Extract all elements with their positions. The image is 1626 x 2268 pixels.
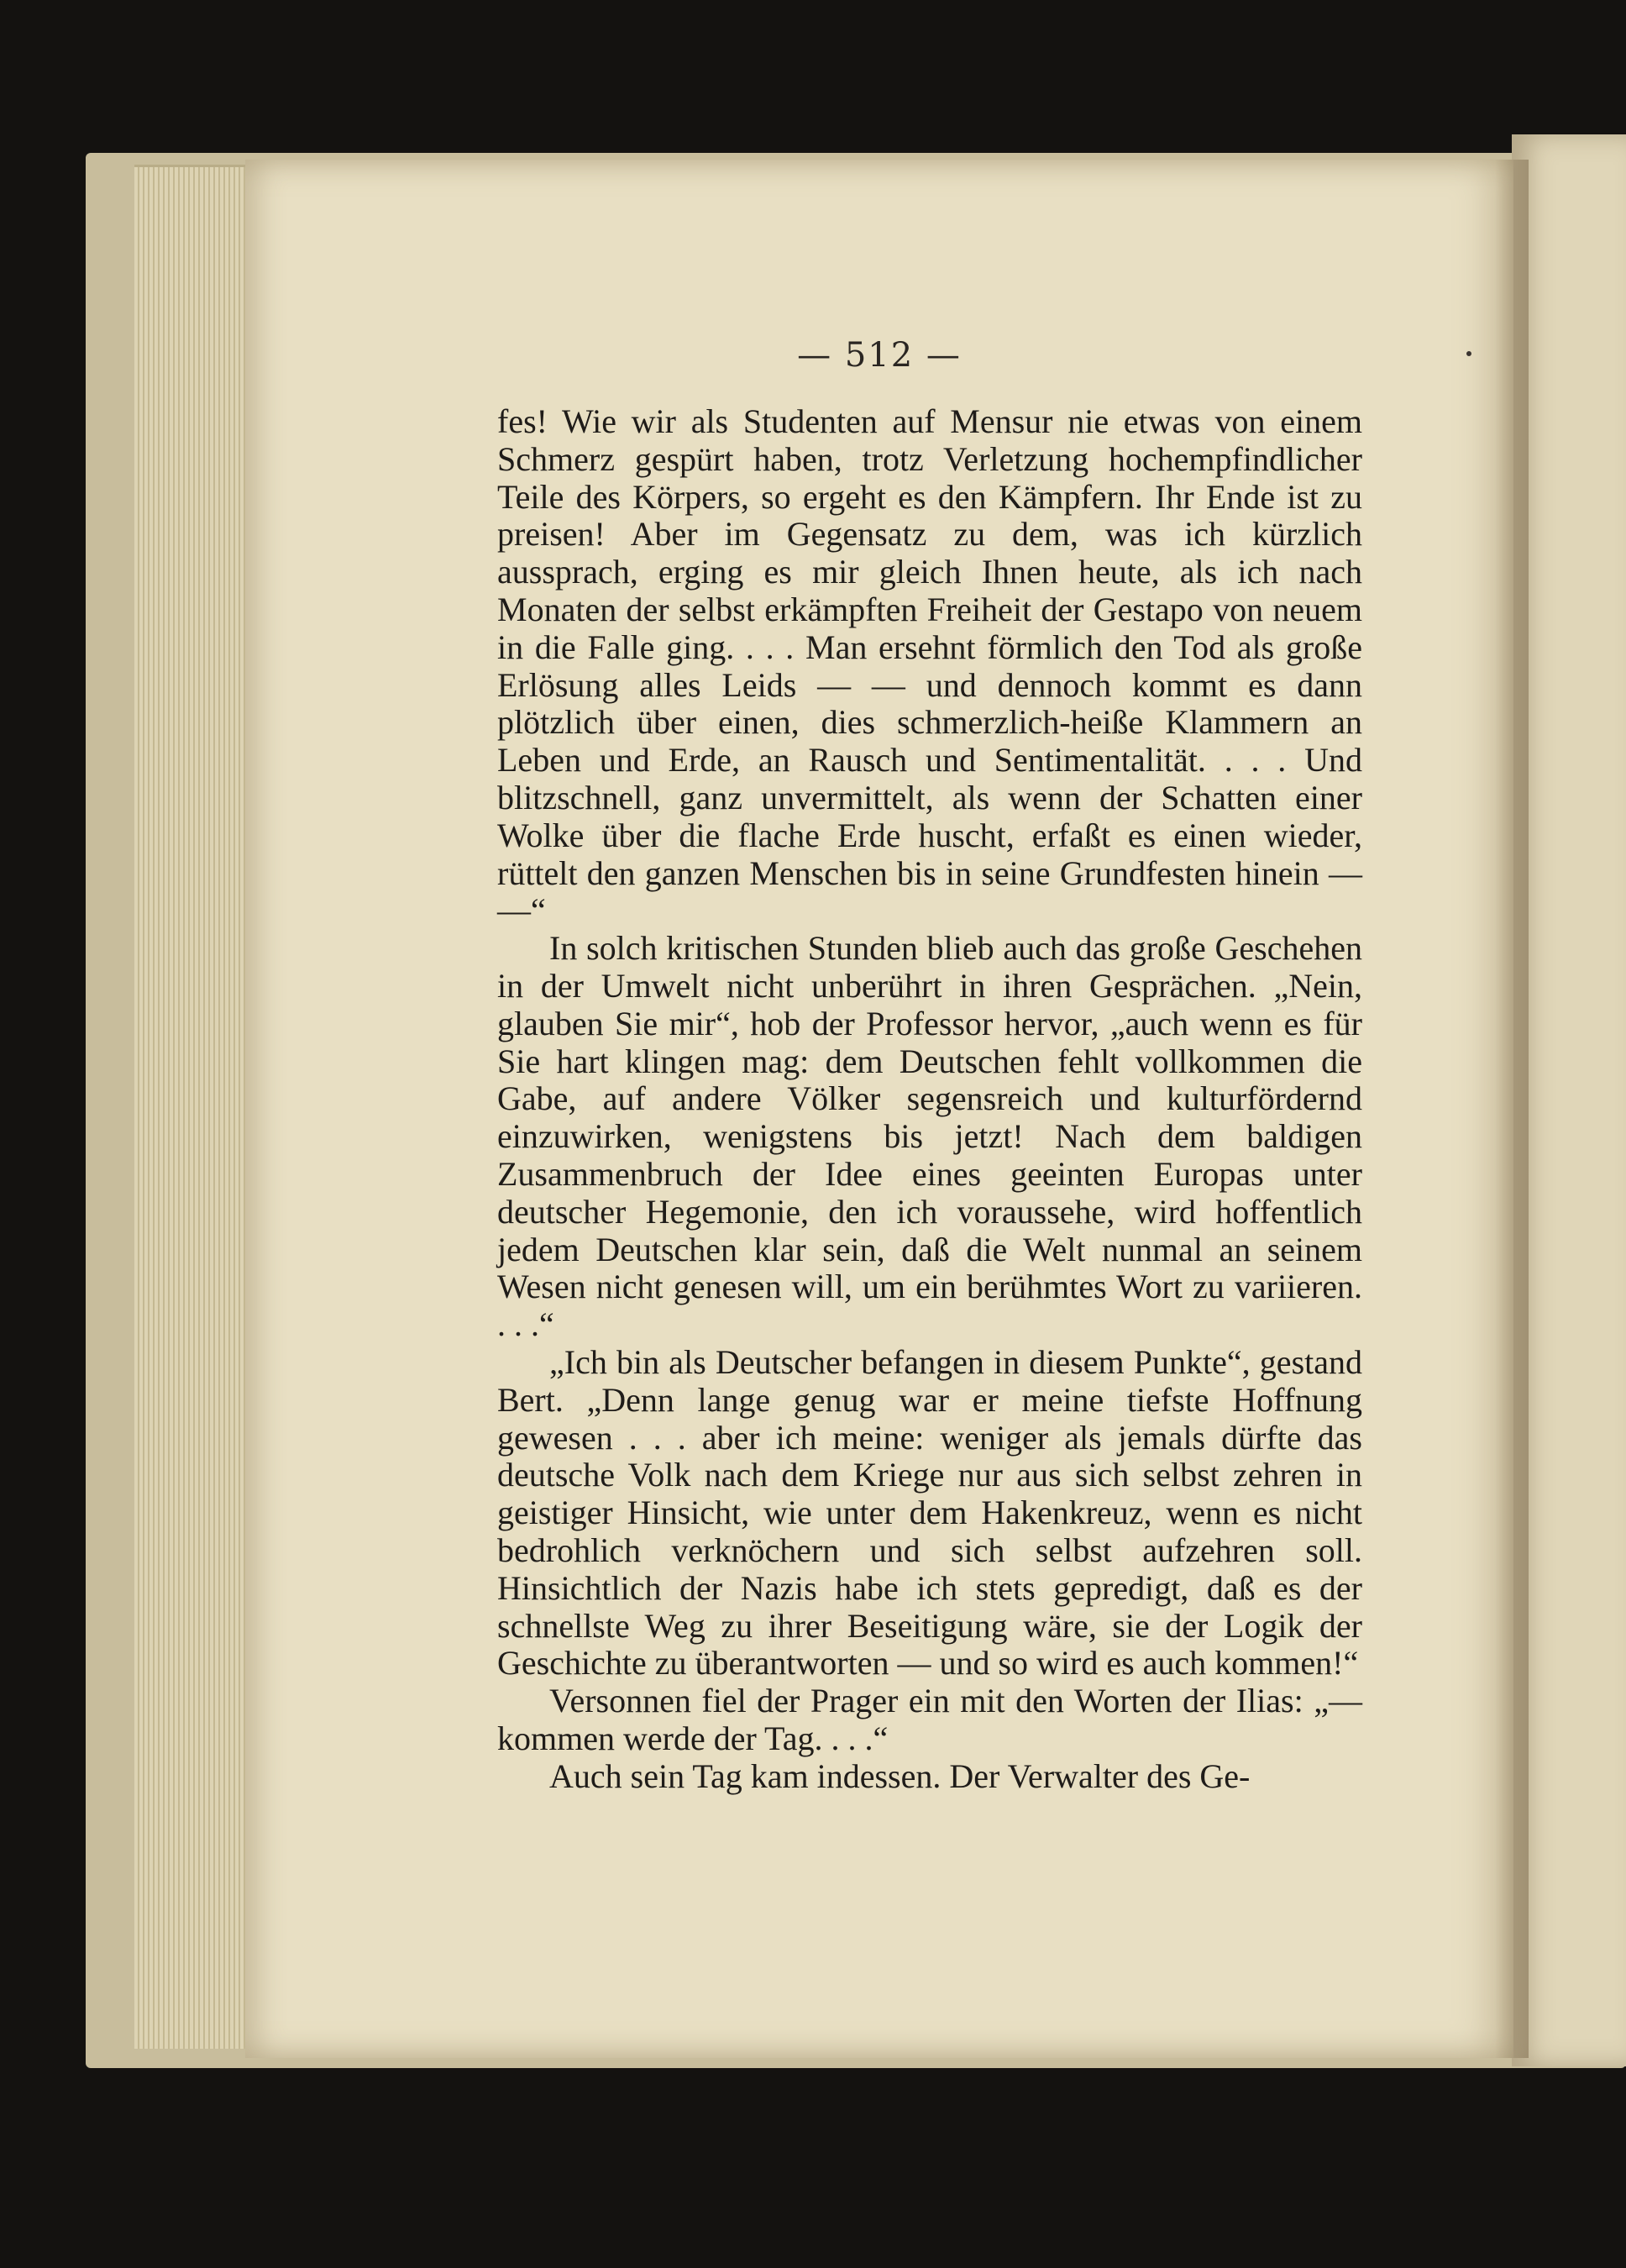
- paragraph-4: Versonnen fiel der Prager ein mit den Worten der Ilias: „— kommen werde der Tag. . . .“: [497, 1682, 1362, 1757]
- paragraph-1: fes! Wie wir als Studenten auf Mensur nie etwas von einem Schmerz gespürt haben, trotz Verletzung hochempfindlicher Teile des Körpers, so ergeht es den Kämpfern. Ihr Ende ist zu preisen! Aber im Gegensatz zu dem, was ich kürzlich aussprach, erging es mir gleich Ihnen heute, als ich nach Monaten der selbst erkämpften Freiheit der Gestapo von neuem in die Falle ging. . . . Man ersehnt förmlich den Tod als große Erlösung alles Leids — — und dennoch kommt es dann plötzlich über einen, dies schmerzlich-heiße Klammern an Leben und Erde, an Rausch und Sentimentalität. . . . Und blitzschnell, ganz unvermittelt, als wenn der Schatten einer Wolke über die flache Erde huscht, erfaßt es einen wieder, rüttelt den ganzen Menschen bis in seine Grundfesten hinein — —“: [497, 402, 1362, 930]
- page-stack-edge: [134, 165, 260, 2049]
- facing-page: [1512, 134, 1626, 2066]
- paragraph-3: „Ich bin als Deutscher befangen in diesem Punkte“, gestand Bert. „Denn lange genug war er meine tiefste Hoffnung gewesen . . . aber ich meine: weniger als jemals dürfte das deutsche Volk nach dem Kriege nur aus sich selbst zehren in geistiger Hinsicht, wie unter dem Hakenkreuz, wenn es nicht bedrohlich verknöchern und sich selbst aufzehren soll. Hinsichtlich der Nazis habe ich stets gepredigt, daß es der schnellste Weg zu ihrer Beseitigung wäre, sie der Logik der Geschichte zu überantworten — und so wird es auch kommen!“: [497, 1342, 1362, 1683]
- paragraph-2: In solch kritischen Stunden blieb auch das große Geschehen in der Umwelt nicht unberührt in ihren Gesprächen. „Nein, glauben Sie mir“, hob der Professor hervor, „auch wenn es für Sie hart klingen mag: dem Deutschen fehlt vollkommen die Gabe, auf andere Völker segensreich und kulturfördernd einzuwirken, wenigstens bis jetzt! Nach dem baldigen Zusammenbruch der Idee eines geeinten Europas unter deutscher Hegemonie, den ich voraussehe, wird hoffentlich jedem Deutschen klar sein, daß die Welt nunmal an seinem Wesen nicht genesen will, um ein berühmtes Wort zu variieren. . . .“: [497, 929, 1362, 1344]
- stray-dot: [1466, 351, 1471, 356]
- spine-shadow: [1495, 160, 1529, 2058]
- body-text: [497, 403, 1362, 1795]
- book-page: [245, 160, 1513, 2058]
- page-number: — 512 —: [797, 336, 962, 375]
- paragraph-5: Auch sein Tag kam indessen. Der Verwalter des Ge-: [549, 1756, 1251, 1795]
